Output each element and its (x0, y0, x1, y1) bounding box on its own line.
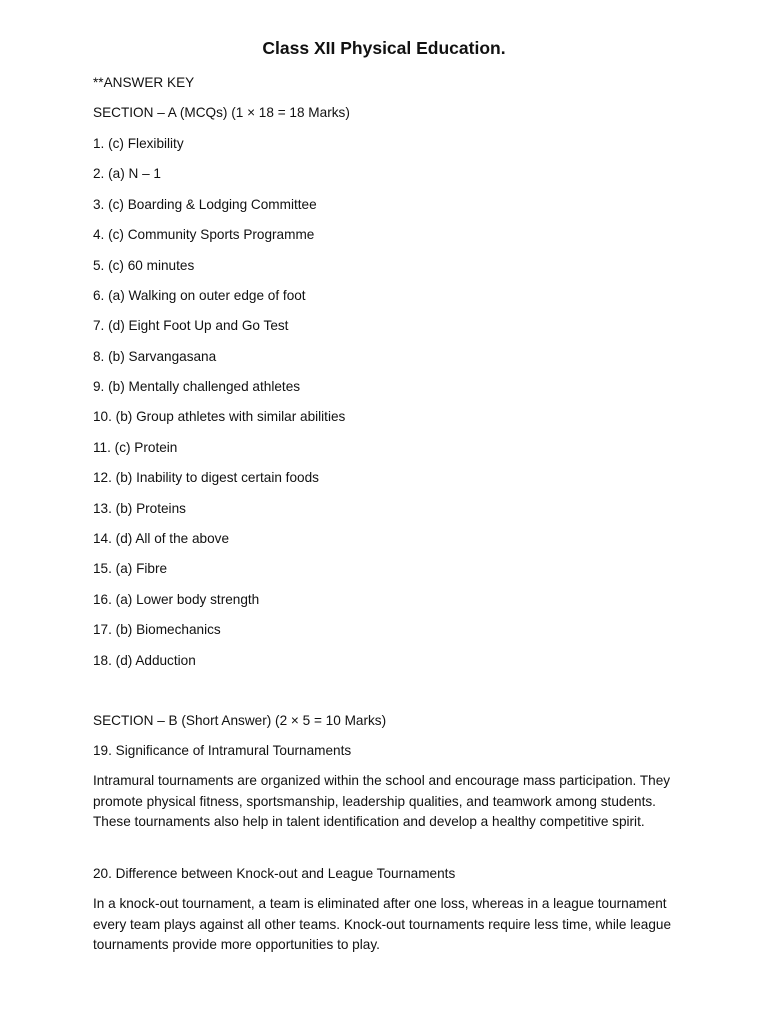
mcq-answer: 14. (d) All of the above (93, 531, 230, 546)
mcq-answer: 11. (c) Protein (93, 440, 178, 455)
mcq-answer: 10. (b) Group athletes with similar abilities (93, 409, 346, 424)
mcq-answer: 17. (b) Biomechanics (93, 622, 221, 637)
mcq-answer: 12. (b) Inability to digest certain foods (93, 470, 319, 485)
answer-key-label: **ANSWER KEY (93, 75, 195, 90)
page-title: Class XII Physical Education. (262, 38, 506, 58)
mcq-answer: 9. (b) Mentally challenged athletes (93, 379, 301, 394)
section-a-heading: SECTION – A (MCQs) (1 × 18 = 18 Marks) (93, 105, 350, 120)
mcq-answer: 16. (a) Lower body strength (93, 592, 260, 607)
mcq-answer: 2. (a) N – 1 (93, 166, 161, 181)
mcq-answer: 8. (b) Sarvangasana (93, 349, 217, 364)
mcq-answer: 1. (c) Flexibility (93, 136, 184, 151)
question-19-answer: Intramural tournaments are organized within the school and encourage mass participation. They promote physical fitness, sportsmanship, leadership qualities, and teamwork among students. These tournaments also help in talent identification and develop a healthy competitive spirit. (93, 773, 671, 830)
question-20-answer: In a knock-out tournament, a team is eliminated after one loss, whereas in a league tournament every team plays against all other teams. Knock-out tournaments require less time, while league tournaments provide more opportunities to play. (93, 896, 672, 953)
question-19-heading: 19. Significance of Intramural Tournaments (93, 743, 352, 758)
mcq-answer: 18. (d) Adduction (93, 653, 196, 668)
mcq-answer: 3. (c) Boarding & Lodging Committee (93, 197, 317, 212)
question-20-heading: 20. Difference between Knock-out and League Tournaments (93, 866, 456, 881)
mcq-answer: 7. (d) Eight Foot Up and Go Test (93, 318, 289, 333)
mcq-answer: 6. (a) Walking on outer edge of foot (93, 288, 306, 303)
mcq-answer: 15. (a) Fibre (93, 561, 168, 576)
mcq-answer: 5. (c) 60 minutes (93, 258, 195, 273)
section-b-heading: SECTION – B (Short Answer) (2 × 5 = 10 Marks) (93, 713, 387, 728)
mcq-answer: 13. (b) Proteins (93, 501, 186, 516)
mcq-answer: 4. (c) Community Sports Programme (93, 227, 315, 242)
